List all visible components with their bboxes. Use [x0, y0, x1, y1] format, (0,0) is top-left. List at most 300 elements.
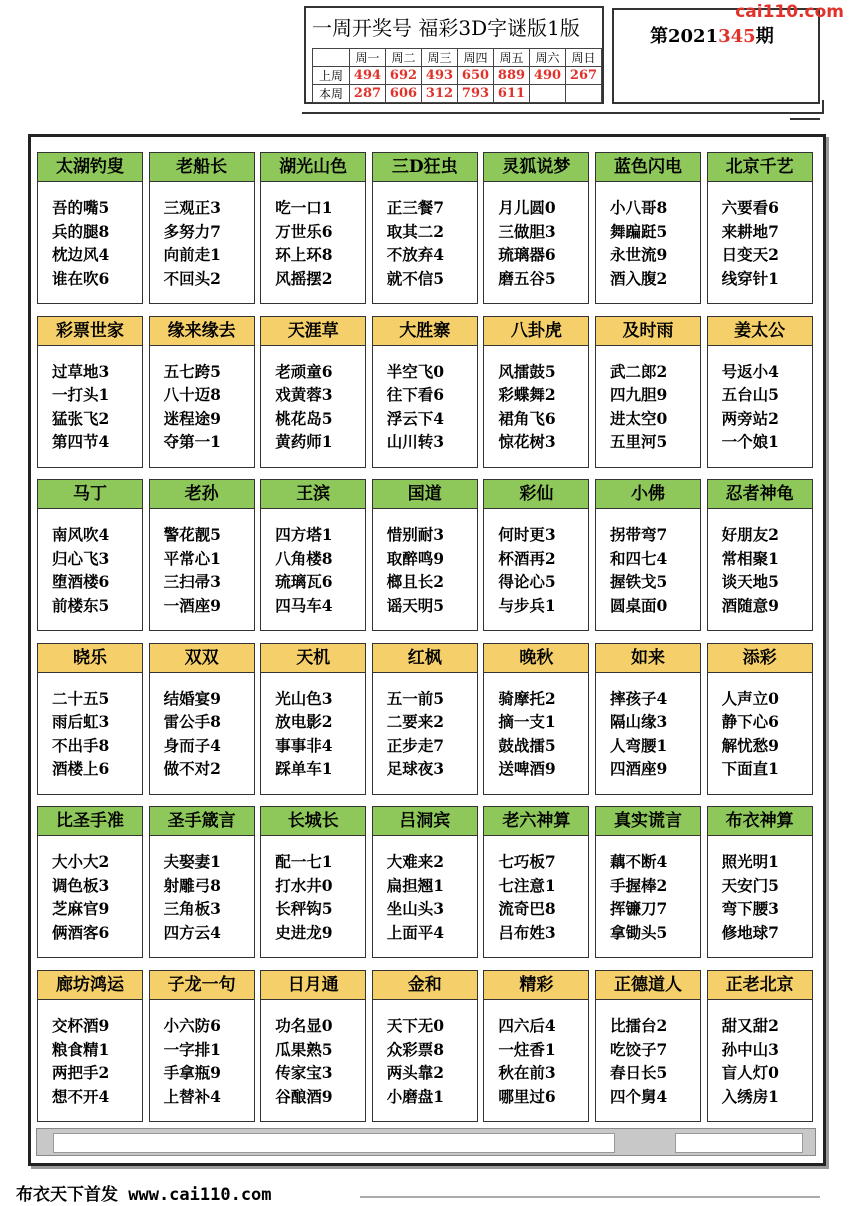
card-author: 北京千艺 — [708, 153, 812, 182]
card-author: 国道 — [373, 480, 477, 509]
card-riddles — [150, 182, 254, 290]
card-author: 晓乐 — [38, 644, 142, 673]
riddle-line: 老顽童6 — [275, 361, 333, 381]
riddle-line: 七巧板7 — [498, 852, 556, 872]
day-label: 周二 — [386, 49, 422, 67]
card-author: 布衣神算 — [708, 807, 812, 836]
riddle-line: 武二郎2 — [610, 361, 668, 381]
riddle-line: 彩蝶舞2 — [498, 385, 556, 405]
riddle-line: 取醉鸣9 — [386, 548, 445, 568]
riddle-line: 放电影2 — [275, 712, 333, 732]
card-author: 子龙一句 — [150, 971, 254, 1000]
card-riddles — [708, 346, 812, 454]
riddle-line: 吾的嘴5 — [52, 198, 110, 217]
riddle-line: 打水井0 — [275, 875, 333, 895]
card-riddles — [261, 182, 365, 290]
puzzle-card — [595, 970, 701, 1122]
riddle-line: 迷程途9 — [163, 408, 221, 428]
riddle-line: 芝麻官9 — [52, 899, 110, 919]
puzzle-card — [37, 806, 143, 958]
riddle-line: 摘一支1 — [498, 712, 556, 732]
riddle-line: 何时更3 — [498, 525, 556, 545]
riddle-line: 吕布姓3 — [498, 922, 556, 942]
card-riddles — [484, 509, 588, 617]
riddle-line: 射雕弓8 — [163, 875, 221, 895]
riddle-line: 酒入腹2 — [610, 268, 668, 288]
riddle-line: 结婚宴9 — [163, 688, 221, 708]
riddle-line: 天下无0 — [386, 1016, 445, 1035]
riddle-line: 鼓战擂5 — [498, 735, 556, 755]
card-riddles — [596, 836, 700, 944]
riddle-line: 谁在吹6 — [52, 268, 110, 288]
card-author: 金和 — [373, 971, 477, 1000]
card-author: 三D狂虫 — [373, 153, 477, 182]
riddle-line: 二要来2 — [386, 712, 445, 732]
riddle-line: 黄药师1 — [275, 432, 333, 452]
card-riddles — [708, 1000, 812, 1108]
draw-number: 611 — [494, 85, 530, 103]
riddle-line: 入绣房1 — [721, 1086, 779, 1106]
card-riddles — [150, 836, 254, 944]
riddle-line: 环上环8 — [275, 245, 333, 264]
riddle-line: 八角楼8 — [275, 548, 333, 568]
riddle-line: 八十迈8 — [163, 385, 221, 405]
riddle-line: 夺第一1 — [163, 432, 221, 452]
riddle-line: 枕边风4 — [52, 245, 110, 264]
puzzle-card — [149, 643, 255, 795]
card-author: 正老北京 — [708, 971, 812, 1000]
draw-number: 606 — [386, 85, 422, 103]
riddle-line: 弯下腰3 — [721, 899, 779, 919]
riddle-line: 解忧愁9 — [721, 735, 779, 755]
card-author: 如来 — [596, 644, 700, 673]
card-riddles — [261, 346, 365, 454]
riddle-line: 大小大2 — [52, 852, 110, 872]
riddle-line: 传家宝3 — [275, 1063, 333, 1082]
riddle-line: 戏黄蓉3 — [275, 385, 333, 405]
card-riddles — [373, 346, 477, 454]
riddle-line: 五台山5 — [721, 385, 779, 405]
riddle-line: 磨五谷5 — [498, 268, 556, 288]
puzzle-card — [372, 970, 478, 1122]
puzzle-card — [260, 643, 366, 795]
riddle-line: 照光明1 — [721, 852, 779, 872]
riddle-line: 做不对2 — [163, 759, 221, 779]
card-author: 马丁 — [38, 480, 142, 509]
riddle-line: 三角板3 — [163, 899, 221, 919]
card-author: 圣手箴言 — [150, 807, 254, 836]
card-riddles — [596, 1000, 700, 1108]
riddle-line: 线穿针1 — [721, 268, 779, 288]
puzzle-card — [37, 316, 143, 468]
card-riddles — [708, 182, 812, 290]
riddle-line: 吃一口1 — [275, 198, 333, 217]
card-riddles — [150, 509, 254, 617]
riddle-line: 七注意1 — [498, 875, 556, 895]
riddle-line: 功名显0 — [275, 1016, 333, 1035]
riddle-line: 手拿瓶9 — [163, 1063, 221, 1082]
riddle-line: 四九胆9 — [610, 385, 668, 405]
riddle-line: 流奇巴8 — [498, 899, 556, 919]
days-row — [313, 49, 602, 67]
card-author: 缘来缘去 — [150, 317, 254, 346]
card-riddles — [373, 673, 477, 781]
riddle-line: 四酒座9 — [610, 759, 668, 779]
puzzle-card — [149, 806, 255, 958]
riddle-line: 与步兵1 — [498, 595, 556, 615]
riddle-line: 一酒座9 — [163, 595, 221, 615]
site-logo: cai110.com — [735, 2, 844, 22]
puzzle-card — [595, 479, 701, 631]
divider — [360, 1196, 820, 1198]
riddle-line: 扁担翘1 — [386, 875, 445, 895]
card-riddles — [373, 836, 477, 944]
card-author: 太湖钓叟 — [38, 153, 142, 182]
draw-number: 650 — [458, 67, 494, 85]
draw-number: 490 — [530, 67, 566, 85]
riddle-line: 二十五5 — [52, 688, 110, 708]
riddle-line: 归心飞3 — [52, 548, 110, 568]
puzzle-card — [372, 152, 478, 304]
riddle-line: 一个娘1 — [721, 432, 779, 452]
header-title: 一周开奖号 福彩3D字谜版1版 — [312, 16, 580, 40]
riddle-line: 进太空0 — [610, 408, 668, 428]
card-riddles — [38, 509, 142, 617]
riddle-line: 月儿圆0 — [498, 198, 556, 217]
card-riddles — [373, 509, 477, 617]
riddle-line: 榔且长2 — [386, 572, 445, 592]
card-riddles — [484, 836, 588, 944]
puzzle-card — [483, 152, 589, 304]
riddle-line: 浮云下4 — [386, 408, 445, 428]
riddle-line: 向前走1 — [163, 245, 221, 264]
riddle-line: 骑摩托2 — [498, 688, 556, 708]
riddle-line: 常相聚1 — [721, 548, 779, 568]
card-author: 老船长 — [150, 153, 254, 182]
riddle-line: 得论心5 — [498, 572, 556, 592]
card-author: 彩票世家 — [38, 317, 142, 346]
riddle-line: 就不信5 — [386, 268, 445, 288]
puzzle-card — [707, 970, 813, 1122]
riddle-line: 两头靠2 — [386, 1063, 445, 1082]
day-label: 周一 — [350, 49, 386, 67]
puzzle-card — [595, 806, 701, 958]
card-riddles — [261, 1000, 365, 1108]
riddle-line: 俩酒客6 — [52, 922, 110, 942]
riddle-line: 南风吹4 — [52, 525, 110, 545]
riddle-line: 四方塔1 — [275, 525, 333, 545]
riddle-line: 一打头1 — [52, 385, 110, 405]
draw-number: 287 — [350, 85, 386, 103]
riddle-line: 过草地3 — [52, 361, 110, 381]
card-riddles — [261, 509, 365, 617]
card-riddles — [373, 1000, 477, 1108]
riddle-line: 不回头2 — [163, 268, 221, 288]
puzzle-card — [707, 806, 813, 958]
puzzle-card — [595, 152, 701, 304]
card-author: 红枫 — [373, 644, 477, 673]
riddle-line: 六要看6 — [721, 198, 779, 217]
riddle-line: 四马车4 — [275, 595, 333, 615]
card-riddles — [596, 346, 700, 454]
riddle-line: 长秤钩5 — [275, 899, 333, 919]
riddle-line: 哪里过6 — [498, 1086, 556, 1106]
draw-number — [530, 85, 566, 103]
card-author: 真实谎言 — [596, 807, 700, 836]
riddle-line: 调色板3 — [52, 875, 110, 895]
issue-box — [612, 8, 820, 104]
riddle-line: 四六后4 — [498, 1016, 556, 1035]
riddle-line: 酒随意9 — [721, 595, 779, 615]
riddle-line: 多努力7 — [163, 221, 221, 241]
puzzle-card — [372, 643, 478, 795]
riddle-line: 摔孩子4 — [610, 688, 668, 708]
puzzle-card — [707, 152, 813, 304]
puzzle-card — [707, 643, 813, 795]
puzzle-card — [260, 970, 366, 1122]
riddle-line: 人弯腰1 — [610, 735, 668, 755]
riddle-line: 想不开4 — [52, 1086, 110, 1106]
riddle-line: 一字排1 — [163, 1039, 221, 1059]
issue-highlight: 345 — [718, 26, 756, 47]
puzzle-card — [260, 152, 366, 304]
card-author: 廊坊鸿运 — [38, 971, 142, 1000]
riddle-line: 身而子4 — [163, 735, 221, 755]
puzzle-card — [149, 479, 255, 631]
card-riddles — [708, 836, 812, 944]
riddle-line: 天安门5 — [721, 875, 779, 895]
riddle-line: 粮食精1 — [52, 1039, 110, 1059]
card-riddles — [38, 673, 142, 781]
card-author: 正德道人 — [596, 971, 700, 1000]
card-riddles — [150, 346, 254, 454]
riddle-line: 山川转3 — [386, 432, 445, 452]
riddle-line: 修地球7 — [721, 922, 779, 942]
draw-number: 889 — [494, 67, 530, 85]
day-label: 周四 — [458, 49, 494, 67]
draw-number — [566, 85, 602, 103]
riddle-line: 猛张飞2 — [52, 408, 110, 428]
card-author: 姜太公 — [708, 317, 812, 346]
riddle-line: 事事非4 — [275, 735, 333, 755]
riddle-line: 上替补4 — [163, 1086, 221, 1106]
riddle-line: 酒楼上6 — [52, 759, 110, 779]
puzzle-card — [707, 316, 813, 468]
riddle-line: 小八哥8 — [610, 198, 668, 217]
divider — [790, 118, 820, 120]
riddle-line: 堕酒楼6 — [52, 572, 110, 592]
card-author: 长城长 — [261, 807, 365, 836]
card-riddles — [484, 346, 588, 454]
riddle-line: 往下看6 — [386, 385, 445, 405]
puzzle-card — [260, 316, 366, 468]
bottom-bar-field — [53, 1133, 615, 1153]
last-week-row — [313, 67, 602, 85]
riddle-line: 日变天2 — [721, 245, 779, 264]
bottom-bar-field — [675, 1133, 803, 1153]
riddle-line: 和四七4 — [610, 548, 668, 568]
riddle-line: 三观正3 — [163, 198, 221, 217]
riddle-line: 来耕地7 — [721, 221, 779, 241]
puzzle-card — [149, 152, 255, 304]
card-riddles — [261, 836, 365, 944]
riddle-line: 风摇摆2 — [275, 268, 333, 288]
riddle-line: 小磨盘1 — [386, 1086, 445, 1106]
card-riddles — [38, 346, 142, 454]
riddle-line: 惊花树3 — [498, 432, 556, 452]
card-author: 双双 — [150, 644, 254, 673]
card-riddles — [596, 509, 700, 617]
riddle-line: 谷酿酒9 — [275, 1086, 333, 1106]
riddle-line: 琉璃瓦6 — [275, 572, 333, 592]
riddle-line: 送啤酒9 — [498, 759, 556, 779]
riddle-line: 挥镰刀7 — [610, 899, 668, 919]
card-author: 老孙 — [150, 480, 254, 509]
puzzle-card — [260, 479, 366, 631]
riddle-line: 史进龙9 — [275, 922, 333, 942]
puzzle-card — [149, 970, 255, 1122]
puzzle-card — [483, 479, 589, 631]
riddle-line: 兵的腿8 — [52, 221, 110, 241]
card-author: 日月通 — [261, 971, 365, 1000]
puzzle-card — [37, 152, 143, 304]
riddle-line: 三扫帚3 — [163, 572, 221, 592]
draw-number: 692 — [386, 67, 422, 85]
card-author: 精彩 — [484, 971, 588, 1000]
puzzle-card — [37, 643, 143, 795]
riddle-line: 万世乐6 — [275, 221, 333, 241]
puzzle-card — [149, 316, 255, 468]
draw-number: 312 — [422, 85, 458, 103]
last-week-label: 上周 — [313, 67, 350, 85]
riddle-line: 正步走7 — [386, 735, 445, 755]
riddle-line: 藕不断4 — [610, 852, 668, 872]
riddle-line: 平常心1 — [163, 548, 221, 568]
puzzle-card — [483, 806, 589, 958]
card-riddles — [38, 836, 142, 944]
draw-number: 267 — [566, 67, 602, 85]
bottom-bar — [36, 1128, 816, 1156]
riddle-line: 夫娶妻1 — [163, 852, 221, 872]
puzzle-card — [483, 970, 589, 1122]
riddle-line: 静下心6 — [721, 712, 779, 732]
riddle-line: 四个舅4 — [610, 1086, 668, 1106]
riddle-line: 手握棒2 — [610, 875, 668, 895]
riddle-line: 盲人灯0 — [721, 1063, 779, 1082]
riddle-line: 永世流9 — [610, 245, 668, 264]
puzzle-card — [483, 643, 589, 795]
card-author: 灵狐说梦 — [484, 153, 588, 182]
riddle-line: 第四节4 — [52, 432, 110, 452]
card-riddles — [150, 1000, 254, 1108]
draw-number: 793 — [458, 85, 494, 103]
riddle-line: 号返小4 — [721, 361, 779, 381]
riddle-line: 雷公手8 — [163, 712, 221, 732]
riddle-line: 好朋友2 — [721, 525, 779, 545]
puzzle-card — [37, 479, 143, 631]
weekly-results-box — [304, 6, 604, 104]
riddle-line: 瓜果熟5 — [275, 1039, 333, 1059]
riddle-line: 裙角飞6 — [498, 408, 556, 428]
draw-number: 494 — [350, 67, 386, 85]
riddle-line: 两旁站2 — [721, 408, 779, 428]
riddle-line: 坐山头3 — [386, 899, 445, 919]
riddle-line: 人声立0 — [721, 688, 779, 708]
draw-number: 493 — [422, 67, 458, 85]
card-riddles — [708, 509, 812, 617]
day-label: 周日 — [566, 49, 602, 67]
riddle-line: 踩单车1 — [275, 759, 333, 779]
card-author: 老六神算 — [484, 807, 588, 836]
card-author: 忍者神龟 — [708, 480, 812, 509]
riddle-line: 五七跨5 — [163, 361, 221, 381]
riddle-line: 前楼东5 — [52, 595, 110, 615]
riddle-line: 吃饺子7 — [610, 1039, 668, 1059]
puzzle-card — [372, 316, 478, 468]
riddle-line: 不放弃4 — [386, 245, 445, 264]
riddle-line: 小六防6 — [163, 1016, 221, 1035]
card-riddles — [484, 673, 588, 781]
riddle-line: 孙中山3 — [721, 1039, 779, 1059]
card-author: 添彩 — [708, 644, 812, 673]
card-riddles — [596, 182, 700, 290]
riddle-line: 隔山缘3 — [610, 712, 668, 732]
puzzle-card — [707, 479, 813, 631]
riddle-line: 谣天明5 — [386, 595, 445, 615]
card-riddles — [38, 182, 142, 290]
riddle-line: 四方云4 — [163, 922, 221, 942]
puzzle-card — [483, 316, 589, 468]
riddle-line: 足球夜3 — [386, 759, 445, 779]
riddle-line: 光山色3 — [275, 688, 333, 708]
riddle-line: 警花靓5 — [163, 525, 221, 545]
riddle-line: 大难来2 — [386, 852, 445, 872]
card-riddles — [373, 182, 477, 290]
riddle-line: 上面平4 — [386, 922, 445, 942]
puzzle-card — [260, 806, 366, 958]
riddle-line: 雨后虹3 — [52, 712, 110, 732]
riddle-line: 五里河5 — [610, 432, 668, 452]
riddle-line: 桃花岛5 — [275, 408, 333, 428]
card-author: 蓝色闪电 — [596, 153, 700, 182]
puzzle-card — [372, 479, 478, 631]
riddle-line: 一炷香1 — [498, 1039, 556, 1059]
card-riddles — [484, 1000, 588, 1108]
card-author: 八卦虎 — [484, 317, 588, 346]
day-label: 周六 — [530, 49, 566, 67]
riddle-line: 不出手8 — [52, 735, 110, 755]
puzzle-card — [37, 970, 143, 1122]
puzzle-card — [372, 806, 478, 958]
footer-text: 布衣天下首发 www.cai110.com — [16, 1185, 272, 1205]
riddle-line: 拐带弯7 — [610, 525, 668, 545]
card-riddles — [484, 182, 588, 290]
riddle-line: 配一七1 — [275, 852, 333, 872]
riddle-line: 秋在前3 — [498, 1063, 556, 1082]
riddle-line: 交杯酒9 — [52, 1016, 110, 1035]
day-label: 周五 — [494, 49, 530, 67]
card-author: 湖光山色 — [261, 153, 365, 182]
puzzle-card — [595, 643, 701, 795]
this-week-label: 本周 — [313, 85, 350, 103]
card-author: 小佛 — [596, 480, 700, 509]
card-author: 彩仙 — [484, 480, 588, 509]
day-label: 周三 — [422, 49, 458, 67]
card-riddles — [38, 1000, 142, 1108]
riddle-line: 正三餐7 — [386, 198, 445, 217]
card-author: 晚秋 — [484, 644, 588, 673]
riddle-line: 半空飞0 — [386, 361, 445, 381]
